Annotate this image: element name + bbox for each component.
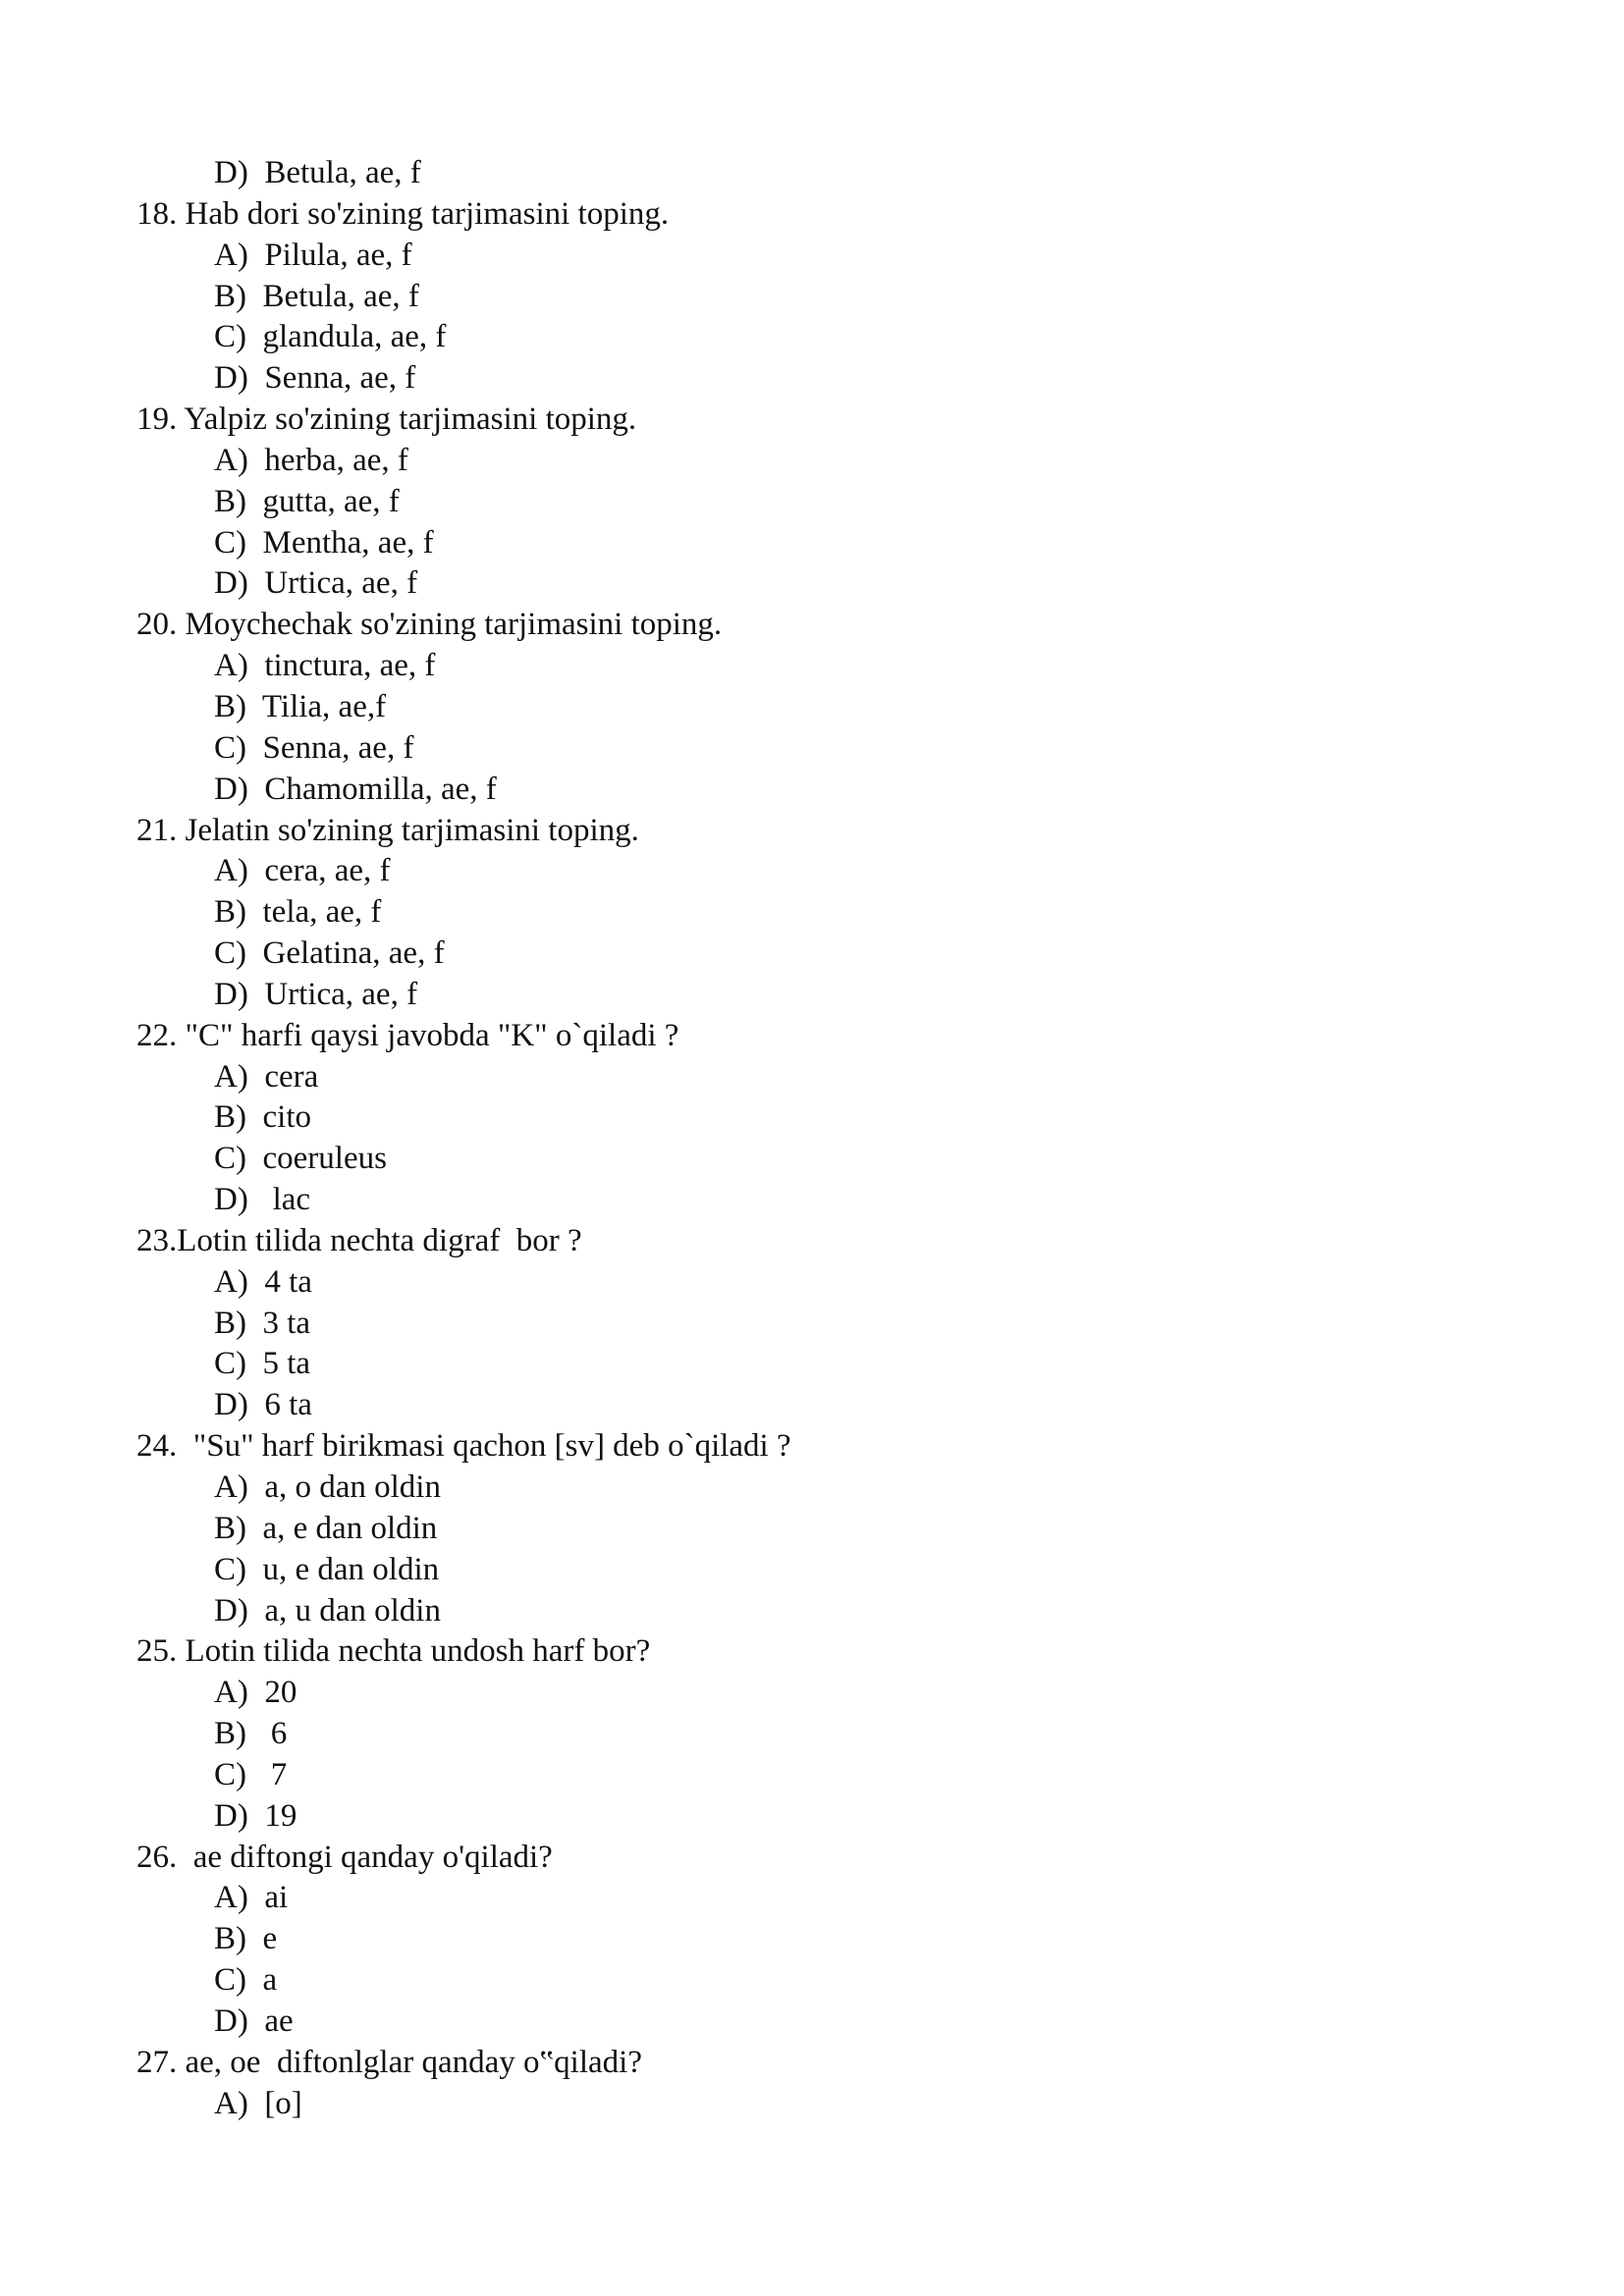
question-text: 21. Jelatin so'zining tarjimasini toping.	[136, 812, 639, 848]
question-text: 19. Yalpiz so'zining tarjimasini toping.	[136, 401, 637, 438]
answer-option: A) 20	[214, 1675, 298, 1711]
question-text: 18. Hab dori so'zining tarjimasini toping.	[136, 195, 670, 232]
answer-option: B) 6	[214, 1716, 288, 1752]
answer-option: D) 19	[214, 1797, 298, 1834]
answer-option: B) Tilia, ae,f	[214, 688, 387, 724]
answer-option: A) [o]	[214, 2085, 302, 2121]
answer-option: D) Chamomilla, ae, f	[214, 771, 497, 807]
answer-option: B) a, e dan oldin	[214, 1510, 438, 1546]
answer-option: C) u, e dan oldin	[214, 1551, 440, 1587]
answer-option: C) glandula, ae, f	[214, 319, 447, 355]
answer-option: D) 6 ta	[214, 1387, 312, 1423]
answer-option: B) cito	[214, 1099, 311, 1136]
answer-option: C) Gelatina, ae, f	[214, 935, 445, 972]
answer-option: A) cera, ae, f	[214, 853, 391, 889]
document-page	[0, 153, 1624, 2125]
question-text: 26. ae diftongi qanday o'qiladi?	[136, 1839, 553, 1875]
question-text: 22. "C" harfi qaysi javobda "K" o`qiladi ?	[136, 1017, 679, 1053]
answer-option: C) 7	[214, 1756, 288, 1792]
answer-option: D) a, u dan oldin	[214, 1592, 441, 1629]
answer-option: D) lac	[214, 1182, 311, 1218]
answer-option: C) coeruleus	[214, 1141, 387, 1177]
answer-option: B) Betula, ae, f	[214, 278, 419, 314]
answer-option: A) herba, ae, f	[214, 442, 408, 478]
answer-option: D) Betula, ae, f	[214, 155, 421, 190]
question-text: 20. Moychechak so'zining tarjimasini toping.	[136, 607, 723, 643]
answer-option: D) Urtica, ae, f	[214, 976, 418, 1012]
answer-option: D) ae	[214, 2002, 294, 2039]
question-text: 23.Lotin tilida nechta digraf bor ?	[136, 1222, 582, 1258]
question-text: 24. "Su" harf birikmasi qachon [sv] deb o`qiladi ?	[136, 1428, 791, 1465]
answer-option: B) e	[214, 1921, 278, 1957]
question-text: 25. Lotin tilida nechta undosh harf bor?	[136, 1633, 651, 1670]
answer-option: B) tela, ae, f	[214, 894, 382, 931]
answer-option: C) Senna, ae, f	[214, 729, 414, 766]
answer-option: D) Senna, ae, f	[214, 360, 416, 397]
answer-option: B) gutta, ae, f	[214, 483, 400, 519]
answer-option: A) a, o dan oldin	[214, 1469, 441, 1505]
answer-option: A) Pilula, ae, f	[214, 237, 412, 273]
question-text: 27. ae, oe diftonlglar qanday o‟qiladi?	[136, 2044, 642, 2080]
answer-option: A) cera	[214, 1058, 319, 1095]
answer-option: A) ai	[214, 1880, 289, 1916]
answer-option: C) a	[214, 1962, 278, 1999]
answer-option: D) Urtica, ae, f	[214, 565, 418, 602]
answer-option: B) 3 ta	[214, 1305, 311, 1341]
answer-option: C) 5 ta	[214, 1346, 311, 1382]
answer-option: A) tinctura, ae, f	[214, 648, 436, 684]
answer-option: C) Mentha, ae, f	[214, 524, 434, 561]
answer-option: A) 4 ta	[214, 1263, 312, 1300]
